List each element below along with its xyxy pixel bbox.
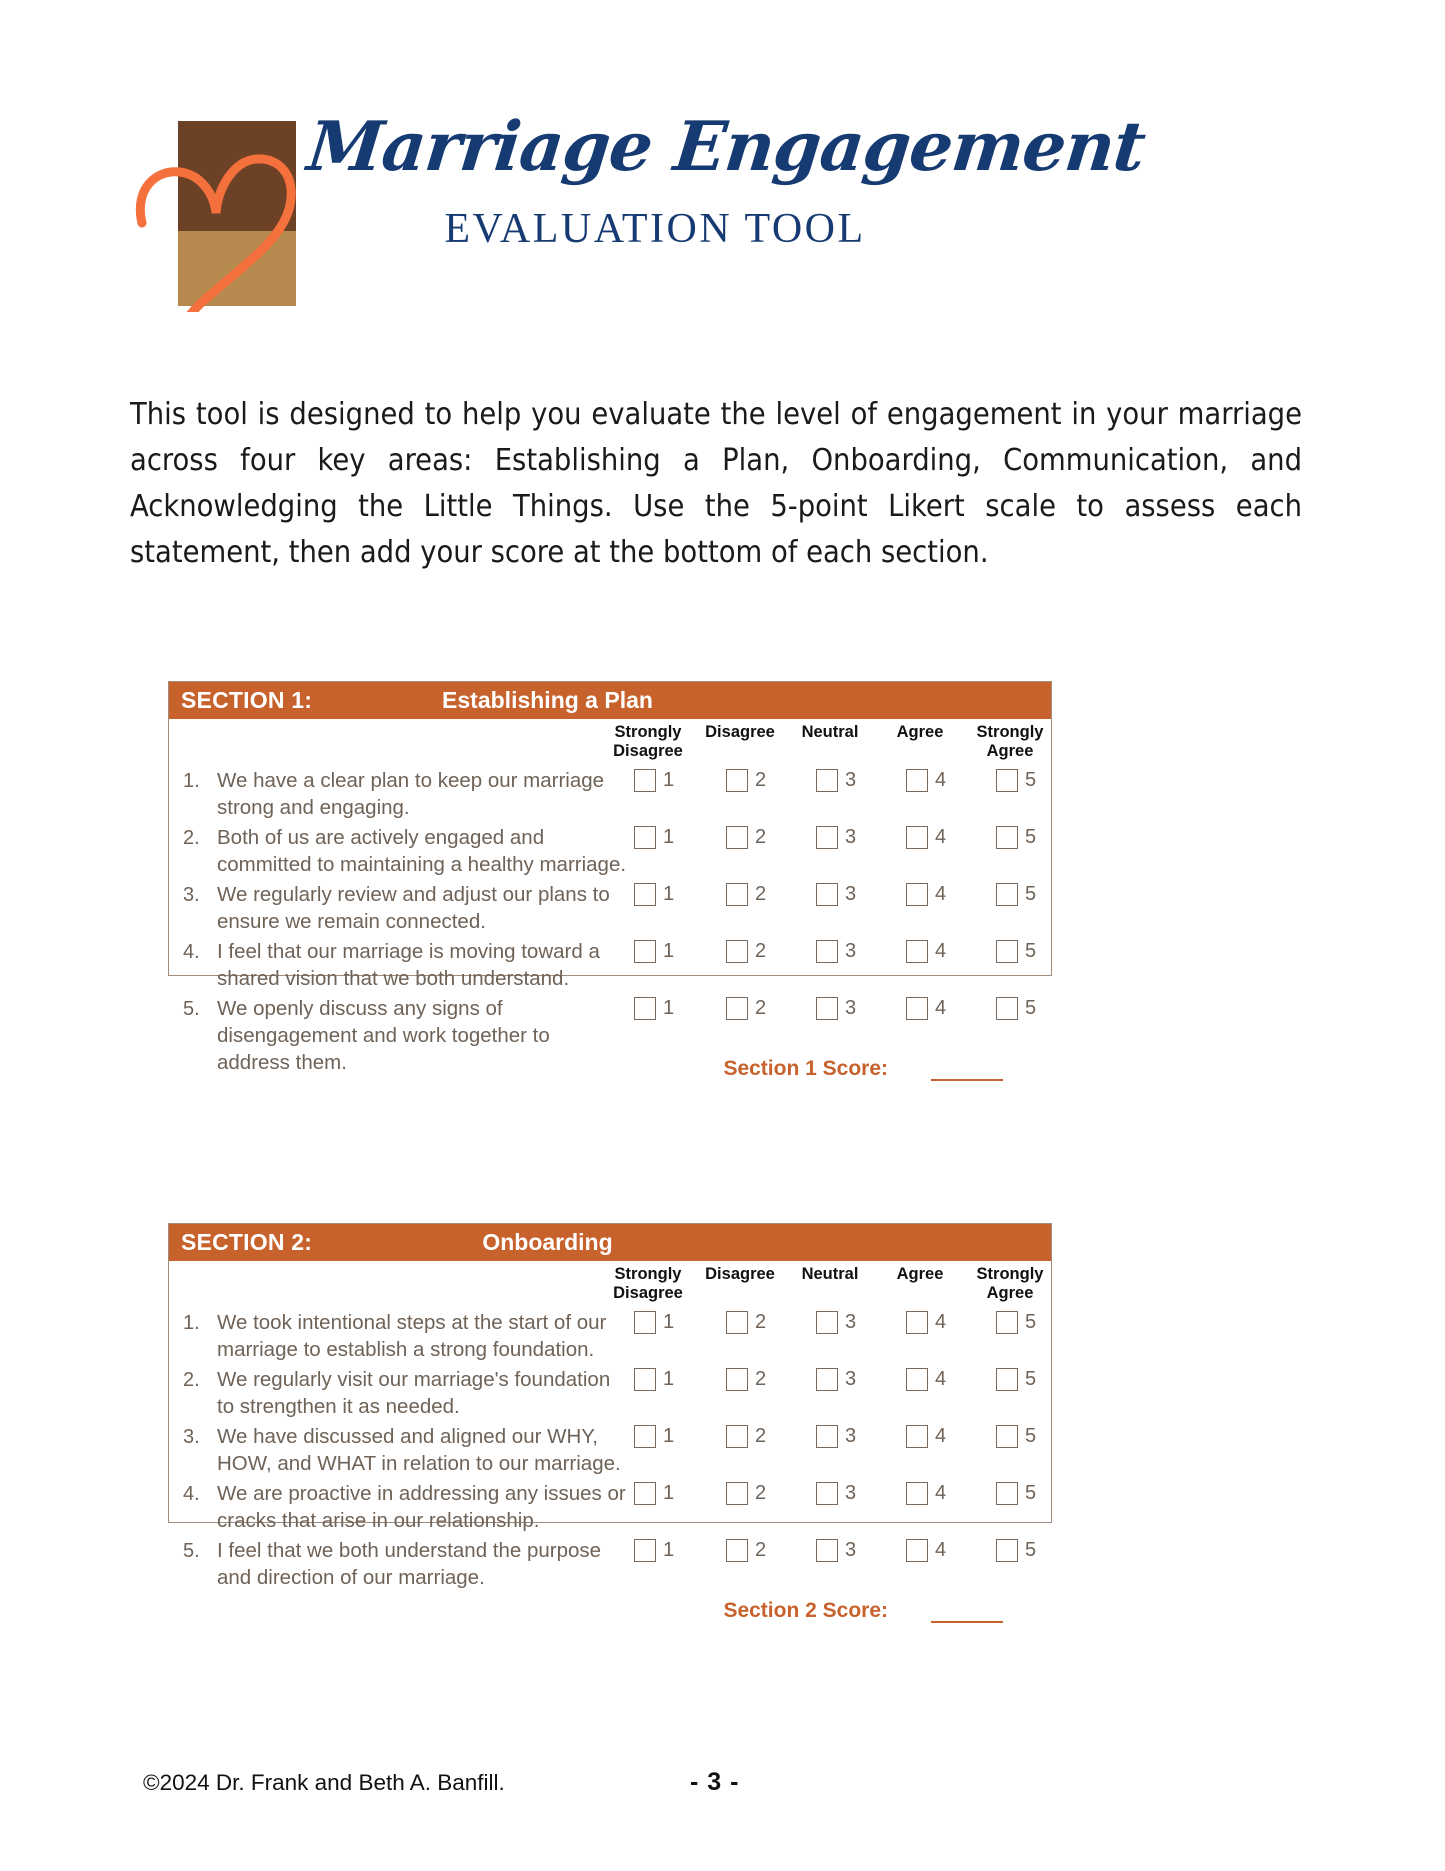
likert-option-value: 4 (935, 826, 947, 848)
question-text: Both of us are actively engaged and committed to maintaining a healthy marriage. (217, 826, 627, 876)
likert-option[interactable] (634, 1482, 674, 1505)
brand-title-block (300, 107, 1149, 302)
likert-option-value: 3 (845, 1425, 857, 1447)
likert-option[interactable] (634, 769, 674, 792)
checkbox-icon[interactable] (634, 1311, 656, 1334)
likert-option[interactable] (906, 769, 946, 792)
question-number: 3. (183, 884, 200, 906)
question-row (169, 1537, 1051, 1594)
page-title: Marriage Engagement (303, 107, 1149, 187)
checkbox-icon[interactable] (996, 997, 1018, 1020)
likert-option-value: 5 (1025, 1539, 1037, 1561)
checkbox-icon[interactable] (996, 1482, 1018, 1505)
checkbox-icon[interactable] (906, 883, 928, 906)
likert-option[interactable] (906, 826, 946, 849)
question-number: 5. (183, 998, 200, 1020)
checkbox-icon[interactable] (996, 1311, 1018, 1334)
scale-column-header: Strongly Disagree (613, 1265, 683, 1302)
question-text: I feel that our marriage is moving toward a shared vision that we both understand. (217, 940, 600, 990)
checkbox-icon[interactable] (906, 769, 928, 792)
likert-option[interactable] (726, 1368, 766, 1391)
question-text: We regularly review and adjust our plans to ensure we remain connected. (217, 883, 610, 933)
question-number: 2. (183, 827, 200, 849)
likert-option[interactable] (906, 1539, 946, 1562)
question-text: I feel that we both understand the purpose and direction of our marriage. (217, 1539, 602, 1589)
likert-scale-header (169, 719, 1051, 765)
checkbox-icon[interactable] (816, 883, 838, 906)
likert-option[interactable] (634, 1368, 674, 1391)
likert-option-value: 1 (663, 769, 675, 791)
question-text: We have a clear plan to keep our marriage strong and engaging. (217, 769, 605, 819)
checkbox-icon[interactable] (726, 826, 748, 849)
question-number: 1. (183, 770, 200, 792)
likert-option[interactable] (906, 883, 946, 906)
checkbox-icon[interactable] (996, 826, 1018, 849)
likert-option-value: 4 (935, 883, 947, 905)
checkbox-icon[interactable] (816, 826, 838, 849)
likert-option[interactable] (996, 997, 1036, 1020)
checkbox-icon[interactable] (906, 997, 928, 1020)
likert-option-value: 4 (935, 997, 947, 1019)
question-text: We took intentional steps at the start of our marriage to establish a strong foundation. (217, 1311, 607, 1361)
question-row (169, 767, 1051, 824)
likert-option[interactable] (726, 883, 766, 906)
likert-option[interactable] (816, 769, 856, 792)
checkbox-icon[interactable] (996, 1539, 1018, 1562)
section-score-input[interactable] (931, 1621, 1003, 1623)
checkbox-icon[interactable] (634, 997, 656, 1020)
likert-option[interactable] (996, 1425, 1036, 1448)
checkbox-icon[interactable] (634, 883, 656, 906)
likert-option-value: 5 (1025, 1311, 1037, 1333)
likert-option[interactable] (906, 940, 946, 963)
likert-option[interactable] (996, 769, 1036, 792)
likert-option-value: 5 (1025, 997, 1037, 1019)
checkbox-icon[interactable] (726, 940, 748, 963)
checkbox-icon[interactable] (996, 940, 1018, 963)
checkbox-icon[interactable] (906, 940, 928, 963)
likert-option[interactable] (726, 1425, 766, 1448)
checkbox-icon[interactable] (726, 1539, 748, 1562)
checkbox-icon[interactable] (816, 1425, 838, 1448)
checkbox-icon[interactable] (996, 1425, 1018, 1448)
likert-option[interactable] (726, 1539, 766, 1562)
document-header (0, 107, 1445, 312)
likert-option[interactable] (996, 826, 1036, 849)
checkbox-icon[interactable] (726, 1425, 748, 1448)
likert-option-value: 2 (755, 1482, 767, 1504)
checkbox-icon[interactable] (726, 1311, 748, 1334)
likert-option-value: 4 (935, 769, 947, 791)
section-score-line (169, 1594, 1051, 1634)
likert-option-value: 5 (1025, 769, 1037, 791)
likert-option-value: 4 (935, 1539, 947, 1561)
likert-option[interactable] (816, 1368, 856, 1391)
likert-scale-header (169, 1261, 1051, 1307)
question-number: 3. (183, 1426, 200, 1448)
scale-column-header: Disagree (705, 723, 775, 741)
checkbox-icon[interactable] (816, 1311, 838, 1334)
likert-option-value: 5 (1025, 826, 1037, 848)
checkbox-icon[interactable] (906, 1539, 928, 1562)
likert-option-value: 2 (755, 826, 767, 848)
likert-option-value: 3 (845, 940, 857, 962)
likert-option-value: 1 (663, 1425, 675, 1447)
checkbox-icon[interactable] (816, 940, 838, 963)
scale-column-header: Agree (896, 1265, 944, 1283)
page-number: - 3 - (690, 1768, 740, 1796)
checkbox-icon[interactable] (634, 826, 656, 849)
section-score-line (169, 1052, 1051, 1092)
likert-option-value: 5 (1025, 940, 1037, 962)
likert-option[interactable] (634, 1425, 674, 1448)
likert-option-value: 3 (845, 1539, 857, 1561)
scale-column-header: Strongly Agree (976, 723, 1044, 760)
document-footer (0, 1770, 1445, 1810)
question-row (169, 881, 1051, 938)
likert-option[interactable] (906, 997, 946, 1020)
section-number-label: SECTION 1: (181, 687, 313, 713)
page-subtitle: EVALUATION TOOL (444, 206, 866, 253)
likert-option[interactable] (816, 1482, 856, 1505)
section-card-1 (168, 681, 1052, 1080)
likert-option[interactable] (816, 1425, 856, 1448)
likert-option[interactable] (996, 1482, 1036, 1505)
likert-option[interactable] (726, 1482, 766, 1505)
likert-option[interactable] (996, 1539, 1036, 1562)
checkbox-icon[interactable] (906, 1311, 928, 1334)
section-score-label: Section 1 Score: (723, 1057, 888, 1080)
checkbox-icon[interactable] (816, 1368, 838, 1391)
question-number: 1. (183, 1312, 200, 1334)
likert-option-value: 1 (663, 1311, 675, 1333)
likert-option-value: 4 (935, 1482, 947, 1504)
question-row (169, 938, 1051, 995)
checkbox-icon[interactable] (634, 1368, 656, 1391)
checkbox-icon[interactable] (726, 1368, 748, 1391)
checkbox-icon[interactable] (726, 1482, 748, 1505)
scale-column-header: Neutral (801, 723, 859, 741)
checkbox-icon[interactable] (634, 1539, 656, 1562)
checkbox-icon[interactable] (906, 826, 928, 849)
question-row (169, 824, 1051, 881)
section-number-label: SECTION 2: (181, 1229, 313, 1255)
checkbox-icon[interactable] (634, 1425, 656, 1448)
likert-option[interactable] (906, 1425, 946, 1448)
likert-option[interactable] (906, 1368, 946, 1391)
question-number: 5. (183, 1540, 200, 1562)
checkbox-icon[interactable] (996, 1368, 1018, 1391)
likert-option[interactable] (816, 940, 856, 963)
checkbox-icon[interactable] (816, 997, 838, 1020)
question-row (169, 1366, 1051, 1423)
section-name-label: Establishing a Plan (442, 687, 653, 713)
likert-option-value: 3 (845, 1368, 857, 1390)
likert-option-value: 1 (663, 1368, 675, 1390)
checkbox-icon[interactable] (906, 1425, 928, 1448)
likert-option-value: 3 (845, 769, 857, 791)
likert-option-value: 2 (755, 1539, 767, 1561)
likert-option-value: 3 (845, 997, 857, 1019)
likert-option[interactable] (634, 940, 674, 963)
likert-option[interactable] (726, 769, 766, 792)
brand-logo (178, 121, 296, 306)
likert-option-value: 2 (755, 883, 767, 905)
likert-option[interactable] (634, 883, 674, 906)
question-text: We regularly visit our marriage's foundation to strengthen it as needed. (217, 1368, 611, 1418)
likert-option[interactable] (634, 1311, 674, 1334)
likert-option-value: 3 (845, 1482, 857, 1504)
likert-option[interactable] (634, 997, 674, 1020)
likert-option-value: 1 (663, 1539, 675, 1561)
likert-option[interactable] (906, 1482, 946, 1505)
section-score-label: Section 2 Score: (723, 1599, 888, 1622)
likert-option[interactable] (996, 1368, 1036, 1391)
likert-option-value: 4 (935, 1425, 947, 1447)
likert-option[interactable] (634, 826, 674, 849)
likert-option[interactable] (816, 1539, 856, 1562)
scale-column-header: Strongly Disagree (613, 723, 683, 760)
likert-option[interactable] (816, 826, 856, 849)
likert-option-value: 3 (845, 1311, 857, 1333)
heart-icon (130, 127, 300, 312)
question-list (169, 1307, 1051, 1594)
likert-option[interactable] (996, 883, 1036, 906)
checkbox-icon[interactable] (726, 883, 748, 906)
likert-option-value: 5 (1025, 1482, 1037, 1504)
question-number: 4. (183, 941, 200, 963)
checkbox-icon[interactable] (996, 883, 1018, 906)
likert-option-value: 2 (755, 769, 767, 791)
checkbox-icon[interactable] (906, 1368, 928, 1391)
likert-option-value: 2 (755, 940, 767, 962)
likert-option[interactable] (634, 1539, 674, 1562)
copyright-notice: ©2024 Dr. Frank and Beth A. Banfill. (143, 1770, 505, 1795)
checkbox-icon[interactable] (726, 769, 748, 792)
likert-option[interactable] (996, 1311, 1036, 1334)
scale-column-header: Neutral (801, 1265, 859, 1283)
scale-column-header: Strongly Agree (976, 1265, 1044, 1302)
question-text: We are proactive in addressing any issues or cracks that arise in our relationship. (217, 1482, 626, 1532)
scale-column-header: Disagree (705, 1265, 775, 1283)
likert-option[interactable] (726, 997, 766, 1020)
likert-option-value: 4 (935, 1368, 947, 1390)
intro-paragraph: This tool is designed to help you evaluate the level of engagement in your marriage across four key areas: Establishing a Plan, Onboarding, Communication, and Acknowledging the Little Things. Use the 5-point Likert scale to assess each statement, then add your score at the bottom of each section. (130, 397, 1302, 570)
likert-option-value: 2 (755, 1311, 767, 1333)
scale-column-header: Agree (896, 723, 944, 741)
question-row (169, 1309, 1051, 1366)
likert-option[interactable] (726, 1311, 766, 1334)
question-number: 2. (183, 1369, 200, 1391)
likert-option[interactable] (726, 826, 766, 849)
likert-option-value: 2 (755, 997, 767, 1019)
likert-option-value: 1 (663, 826, 675, 848)
likert-option-value: 2 (755, 1425, 767, 1447)
likert-option[interactable] (906, 1311, 946, 1334)
section-card-2 (168, 1223, 1052, 1622)
likert-option[interactable] (816, 1311, 856, 1334)
likert-option[interactable] (996, 940, 1036, 963)
likert-option[interactable] (816, 883, 856, 906)
section-header-1 (169, 682, 1051, 719)
checkbox-icon[interactable] (634, 1482, 656, 1505)
likert-option-value: 4 (935, 940, 947, 962)
likert-option[interactable] (726, 940, 766, 963)
section-header-2 (169, 1224, 1051, 1261)
question-row (169, 1480, 1051, 1537)
section-score-input[interactable] (931, 1079, 1003, 1081)
checkbox-icon[interactable] (634, 940, 656, 963)
checkbox-icon[interactable] (906, 1482, 928, 1505)
likert-option-value: 3 (845, 826, 857, 848)
likert-option-value: 1 (663, 940, 675, 962)
likert-option-value: 5 (1025, 883, 1037, 905)
checkbox-icon[interactable] (634, 769, 656, 792)
section-name-label: Onboarding (482, 1229, 613, 1255)
checkbox-icon[interactable] (816, 1482, 838, 1505)
likert-option-value: 5 (1025, 1425, 1037, 1447)
likert-option-value: 4 (935, 1311, 947, 1333)
question-text: We openly discuss any signs of disengagement and work together to address them. (217, 997, 550, 1074)
checkbox-icon[interactable] (816, 1539, 838, 1562)
question-number: 4. (183, 1483, 200, 1505)
checkbox-icon[interactable] (996, 769, 1018, 792)
likert-option-value: 3 (845, 883, 857, 905)
likert-option-value: 5 (1025, 1368, 1037, 1390)
likert-option-value: 2 (755, 1368, 767, 1390)
likert-option-value: 1 (663, 997, 675, 1019)
question-text: We have discussed and aligned our WHY, HOW, and WHAT in relation to our marriage. (217, 1425, 621, 1475)
question-row (169, 1423, 1051, 1480)
likert-option[interactable] (816, 997, 856, 1020)
checkbox-icon[interactable] (816, 769, 838, 792)
likert-option-value: 1 (663, 883, 675, 905)
likert-option-value: 1 (663, 1482, 675, 1504)
checkbox-icon[interactable] (726, 997, 748, 1020)
